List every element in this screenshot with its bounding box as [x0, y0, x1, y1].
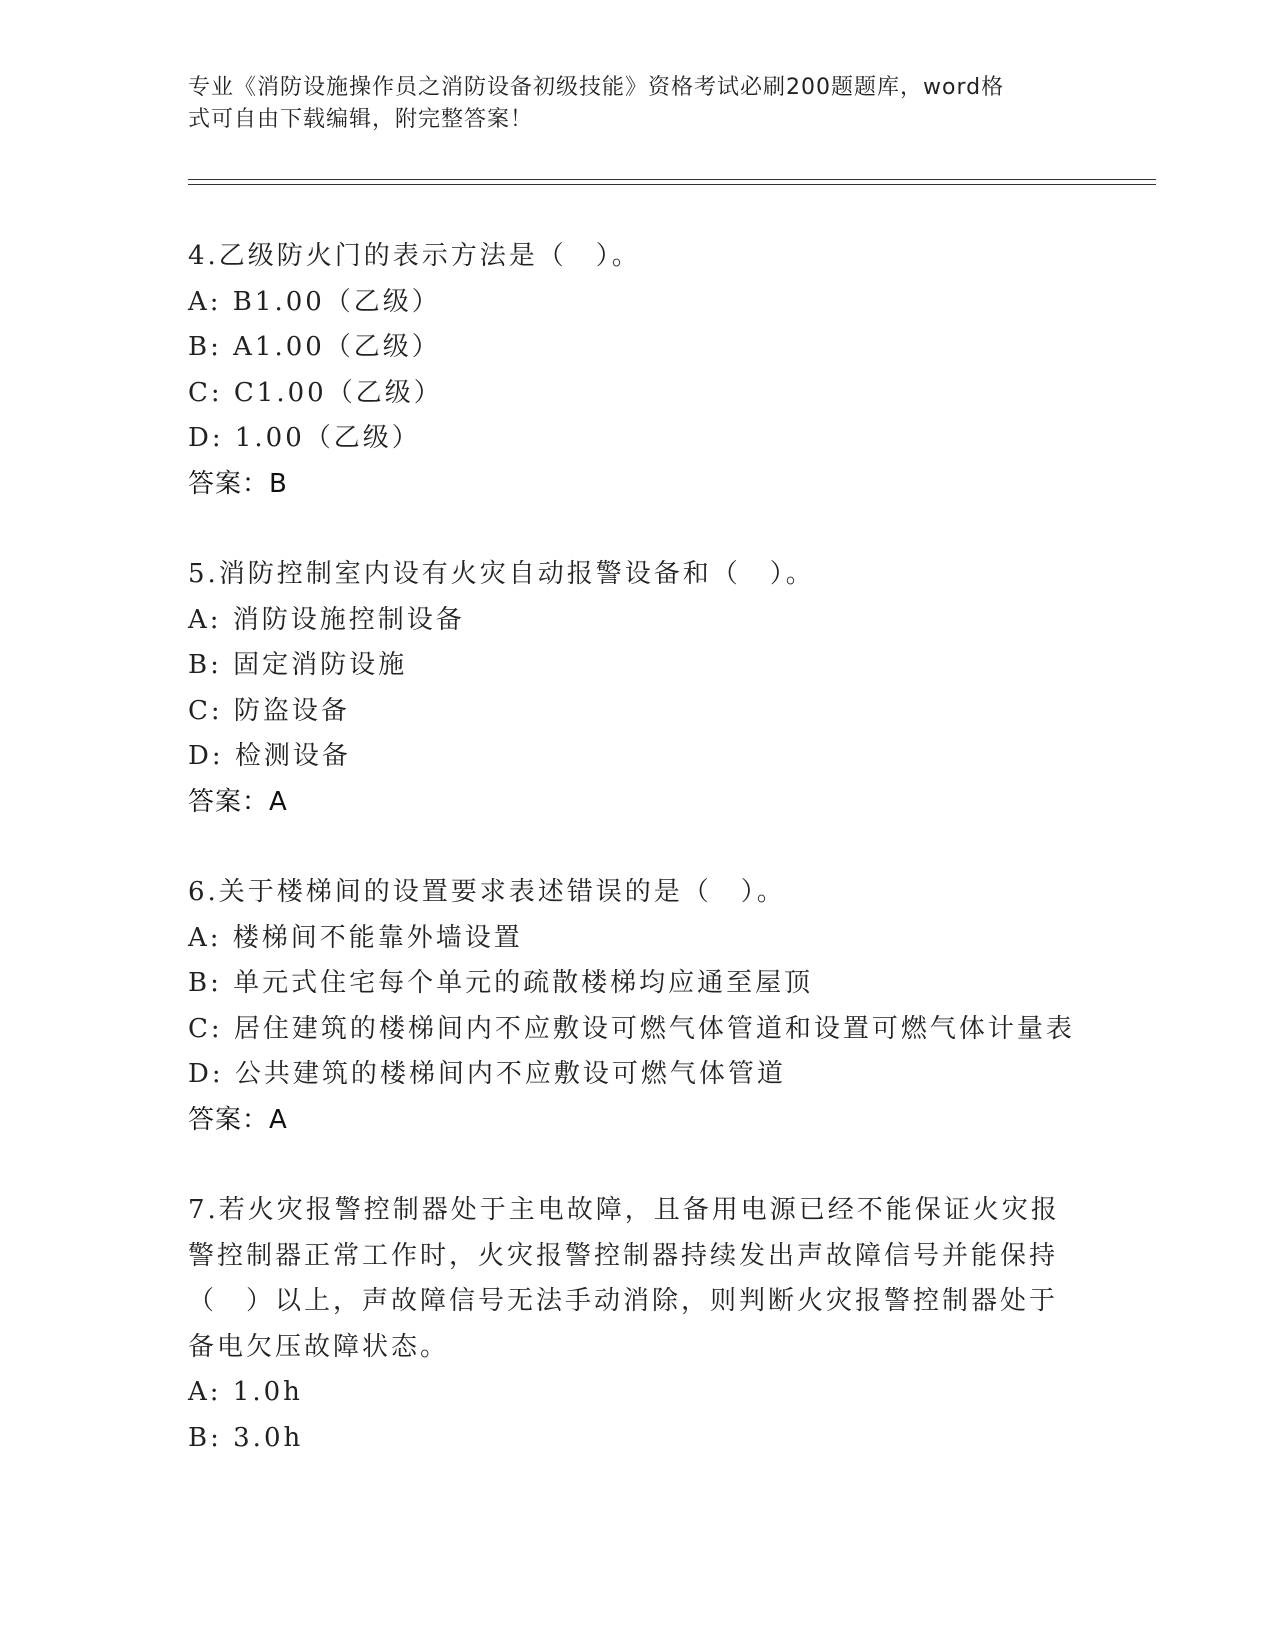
header-divider-top [188, 179, 1156, 180]
header-line-2: 式可自由下载编辑，附完整答案！ [188, 107, 534, 132]
option-d: D: 1.00（乙级） [188, 423, 421, 453]
question-stem-line-1: 7.若火灾报警控制器处于主电故障，且备用电源已经不能保证火灾报 [188, 1195, 1060, 1225]
header-line-1: 专业《消防设施操作员之消防设备初级技能》资格考试必刷200题题库，word格 [188, 75, 1005, 100]
question-6 [188, 870, 1088, 1143]
option-c: C: C1.00（乙级） [188, 377, 443, 408]
question-4 [188, 234, 1088, 507]
question-stem-line-2: 警控制器正常工作时，火灾报警控制器持续发出声故障信号并能保持 [188, 1240, 1059, 1271]
answer: 答案：A [188, 786, 288, 817]
option-c: C: 居住建筑的楼梯间内不应敷设可燃气体管道和设置可燃气体计量表 [188, 1013, 1075, 1044]
question-7 [188, 1188, 1088, 1461]
option-b: B: 单元式住宅每个单元的疏散楼梯均应通至屋顶 [188, 968, 814, 998]
option-b: B: 3.0h [188, 1422, 304, 1453]
option-a: A: 消防设施控制设备 [188, 604, 465, 635]
answer: 答案：B [188, 468, 288, 499]
question-list [188, 234, 1088, 1461]
question-stem-line-4: 备电欠压故障状态。 [188, 1331, 450, 1362]
option-a: A: 楼梯间不能靠外墙设置 [188, 922, 523, 953]
option-a: A: 1.0h [188, 1377, 303, 1407]
header-divider-bottom [188, 184, 1156, 185]
option-d: D: 检测设备 [188, 741, 351, 771]
answer: 答案：A [188, 1104, 288, 1135]
option-b: B: 固定消防设施 [188, 650, 408, 680]
question-stem: 4.乙级防火门的表示方法是（ ）。 [188, 241, 641, 271]
question-stem-line-3: （ ）以上，声故障信号无法手动消除，则判断火灾报警控制器处于 [188, 1286, 1059, 1316]
question-stem: 6.关于楼梯间的设置要求表述错误的是（ ）。 [188, 877, 786, 907]
document-header [188, 72, 1068, 136]
question-5 [188, 552, 1088, 825]
option-c: C: 防盗设备 [188, 695, 350, 726]
question-stem: 5.消防控制室内设有火灾自动报警设备和（ ）。 [188, 559, 815, 589]
option-d: D: 公共建筑的楼梯间内不应敷设可燃气体管道 [188, 1059, 786, 1089]
option-b: B: A1.00（乙级） [188, 332, 441, 362]
option-a: A: B1.00（乙级） [188, 286, 441, 317]
